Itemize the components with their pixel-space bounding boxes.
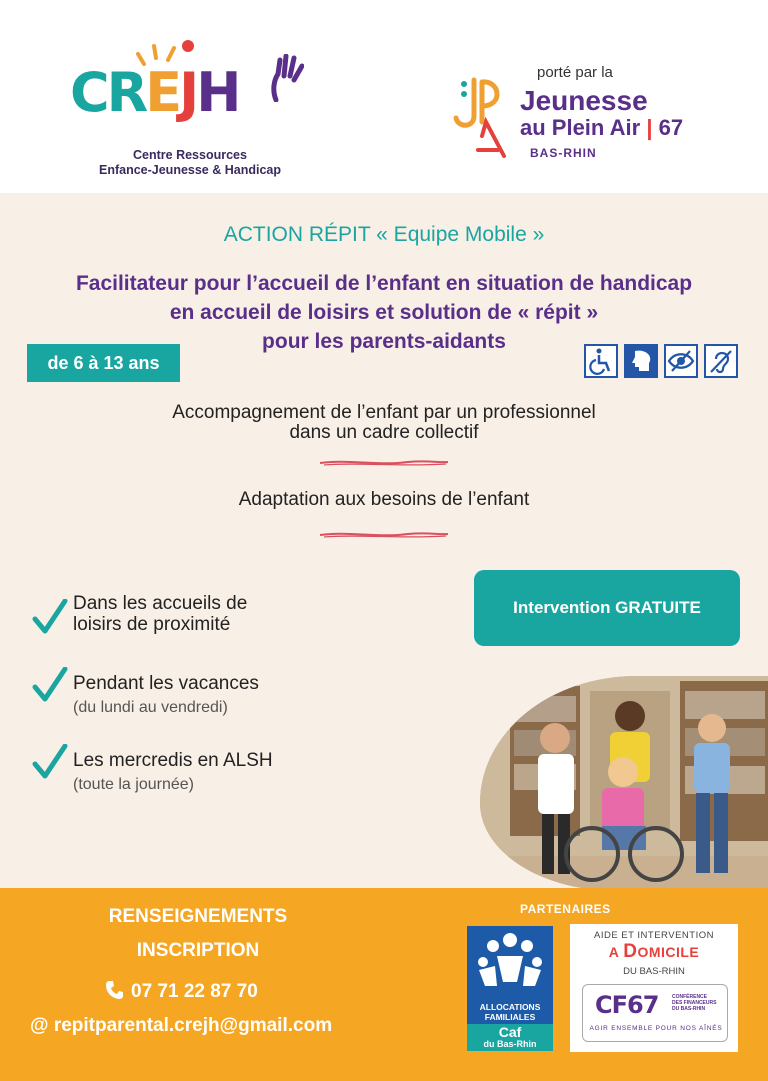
info-heading: RENSEIGNEMENTS INSCRIPTION: [108, 906, 288, 961]
main-content: ACTION RÉPIT « Equipe Mobile » Facilitateur pour l’accueil de l’enfant en situation de handicap en accueil de loisirs et solution de « répit » pour les parents-aidants de 6 à 13 ans Accompagnement de l’enfant par un professionnel dans un cadre collectif Adaptation aux besoins de l’enfant Dans les accueils de loisirs de proximité Pendant les vacances (du lundi au vendredi) Les mercredis en ALSH (toute la journée) Intervention GRATUITE: [0, 193, 768, 888]
footer: [0, 888, 768, 1081]
jpa-logo-mark-icon: [452, 76, 516, 160]
carried-by-label: porté par la: [537, 64, 613, 81]
divider-squiggle: [318, 529, 450, 541]
aad-region: DU BAS-RHIN: [623, 966, 685, 977]
mental-disability-icon: [624, 344, 658, 378]
crejh-subtitle: Centre Ressources Enfance-Jeunesse & Handicap: [98, 148, 281, 177]
accompaniment-text: Accompagnement de l’enfant par un professionnel dans un cadre collectif: [172, 402, 596, 443]
jpa-title: Jeunesse: [520, 85, 648, 116]
cf67-logo: CF67 CONFÉRENCE DES FINANCEURS DU BAS-RHIN AGIR ENSEMBLE POUR NOS AÎNÉS: [582, 984, 728, 1042]
adaptation-text: Adaptation aux besoins de l’enfant: [238, 489, 530, 510]
aad-top-label: AIDE ET INTERVENTION: [594, 930, 714, 941]
checkmark-icon: [32, 599, 68, 635]
checkmark-icon: [32, 744, 68, 780]
crejh-logo: [70, 36, 310, 136]
jpa-title-line2: au Plein Air | 67: [520, 115, 684, 140]
phone-icon: [105, 980, 123, 1000]
free-intervention-badge: Intervention GRATUITE: [474, 570, 740, 646]
hearing-impairment-icon: [704, 344, 738, 378]
aad-logo: A DOMICILE: [608, 941, 700, 962]
caf-logo: ALLOCATIONS FAMILIALES Caf du Bas-Rhin: [467, 926, 553, 1051]
subtitle: Facilitateur pour l’accueil de l’enfant en situation de handicap en accueil de loisirs et solution de « répit » pour les parents-aidants: [75, 272, 693, 353]
crejh-wordmark: CREJH: [70, 61, 239, 124]
phone-contact[interactable]: 07 71 22 87 70: [105, 980, 258, 1003]
action-title: ACTION RÉPIT « Equipe Mobile »: [223, 223, 545, 246]
divider-squiggle: [318, 457, 450, 469]
caf-family-icon: [467, 926, 553, 1000]
children-photo: [480, 676, 768, 891]
accessibility-icons: [584, 344, 738, 380]
checkmark-icon: [32, 667, 68, 703]
at-icon: @: [30, 1015, 49, 1036]
email-contact[interactable]: @ repitparental.crejh@gmail.com: [30, 1015, 333, 1036]
visual-impairment-icon: [664, 344, 698, 378]
header: [0, 0, 768, 193]
waving-hand-icon: [270, 54, 304, 102]
partners-title: PARTENAIRES: [520, 902, 611, 916]
jpa-region: BAS-RHIN: [530, 146, 597, 160]
partners-logos: [570, 924, 738, 1052]
wheelchair-icon: [584, 344, 618, 378]
age-badge: de 6 à 13 ans: [27, 344, 180, 382]
